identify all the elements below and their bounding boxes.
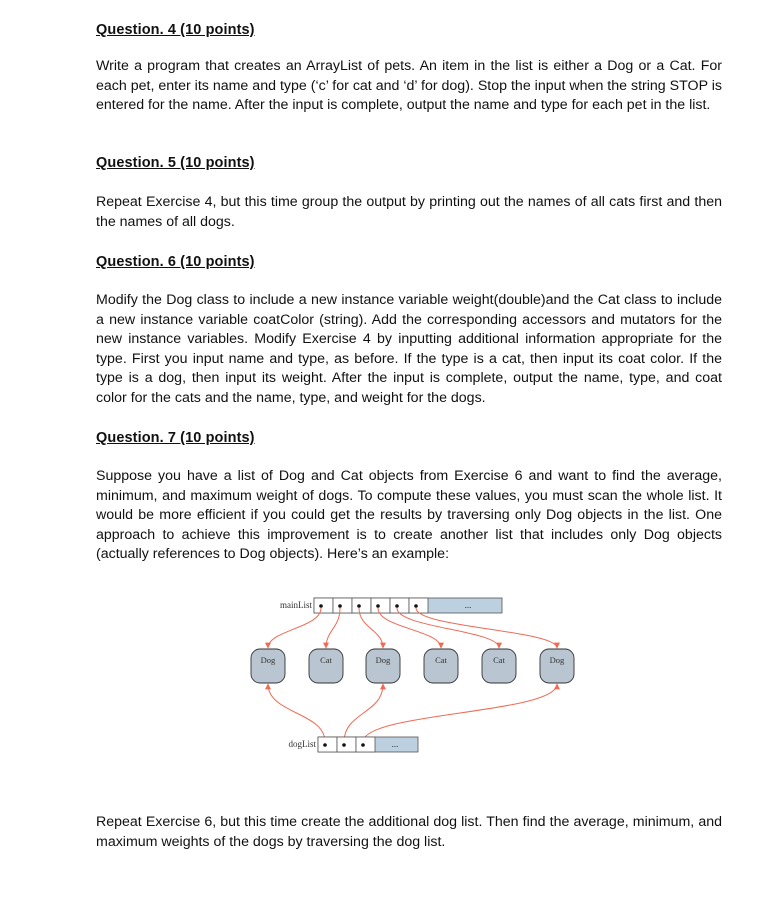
node-cat [424, 649, 458, 683]
node-cat [482, 649, 516, 683]
dog-list-cell [318, 737, 337, 752]
question-7-followup: Repeat Exercise 6, but this time create the additional dog list. Then find the average, minimum, and maximum weights of the dogs by traversing the dog list. [96, 814, 722, 850]
question-4-title: Question. 4 (10 points) [96, 22, 255, 38]
main-list-array [314, 598, 502, 613]
question-4-text: Write a program that creates an ArrayList of pets. An item in the list is either a Dog or a Cat. For each pet, enter its name and type (‘c’ for cat and ‘d’ for dog). Stop the input when the string STOP is entered for the name. After the input is complete, output the name and type for each pet in the list. [96, 58, 722, 114]
main-list-cell [409, 598, 428, 613]
dog-list-arrow [344, 684, 383, 742]
main-list-arrow [359, 608, 383, 648]
pointer-dot [323, 743, 327, 747]
main-list-arrow [416, 608, 557, 648]
dog-list-cell [337, 737, 356, 752]
pointer-dot [361, 743, 365, 747]
pointer-dot [414, 604, 418, 608]
main-list-cell [314, 598, 333, 613]
node-label: Cat [320, 655, 332, 665]
node-cat [309, 649, 343, 683]
dog-list-arrow [363, 684, 557, 742]
main-list-arrow [268, 608, 321, 648]
main-list-cell [390, 598, 409, 613]
pointer-dot [319, 604, 323, 608]
node-label: Cat [435, 655, 447, 665]
node-label: Cat [493, 655, 505, 665]
dog-list-label: dogList [288, 739, 316, 749]
node-dog [366, 649, 400, 683]
node-label: Dog [375, 655, 391, 665]
main-list-label: mainList [280, 600, 312, 610]
main-list-cell [371, 598, 390, 613]
pointer-dot [338, 604, 342, 608]
node-dog [251, 649, 285, 683]
main-list-cell [352, 598, 371, 613]
list-diagram [240, 590, 580, 760]
node-label: Dog [260, 655, 276, 665]
question-7-text: Suppose you have a list of Dog and Cat objects from Exercise 6 and want to find the average, minimum, and maximum weight of dogs. To compute these values, you must scan the whole list. It would be more efficient if you could get the results by traversing only Dog objects in the list. One approach to achieve this improvement is to create another list that includes only Dog objects (actually references to Dog objects). Here’s an example: [96, 468, 722, 563]
main-list-cell [333, 598, 352, 613]
question-7-title: Question. 7 (10 points) [96, 430, 255, 446]
dog-list-arrow [268, 684, 325, 742]
question-5-title: Question. 5 (10 points) [96, 155, 255, 171]
pointer-dot [342, 743, 346, 747]
node-dog [540, 649, 574, 683]
main-list-ellipsis: ... [464, 600, 472, 610]
main-list-arrow [378, 608, 441, 648]
dog-list-array [318, 737, 418, 752]
pointer-dot [357, 604, 361, 608]
dog-list-ellipsis: ... [391, 739, 399, 749]
pointer-dot [395, 604, 399, 608]
main-list-arrow [326, 608, 340, 648]
question-6-title: Question. 6 (10 points) [96, 254, 255, 270]
question-5-text: Repeat Exercise 4, but this time group the output by printing out the names of all cats first and then the names of all dogs. [96, 194, 722, 230]
question-6-text: Modify the Dog class to include a new instance variable weight(double)and the Cat class to include a new instance variable coatColor (string). Add the corresponding accessors and mutators for the new instance variables. Modify Exercise 4 by inputting additional information appropriate for the type. First you input name and type, as before. If the type is a cat, then input its coat color. If the type is a dog, then input its weight. After the input is complete, output the name, type, and coat color for the cats and the name, type, and weight for the dogs. [96, 292, 722, 406]
node-label: Dog [549, 655, 565, 665]
dog-list-cell [356, 737, 375, 752]
pointer-dot [376, 604, 380, 608]
